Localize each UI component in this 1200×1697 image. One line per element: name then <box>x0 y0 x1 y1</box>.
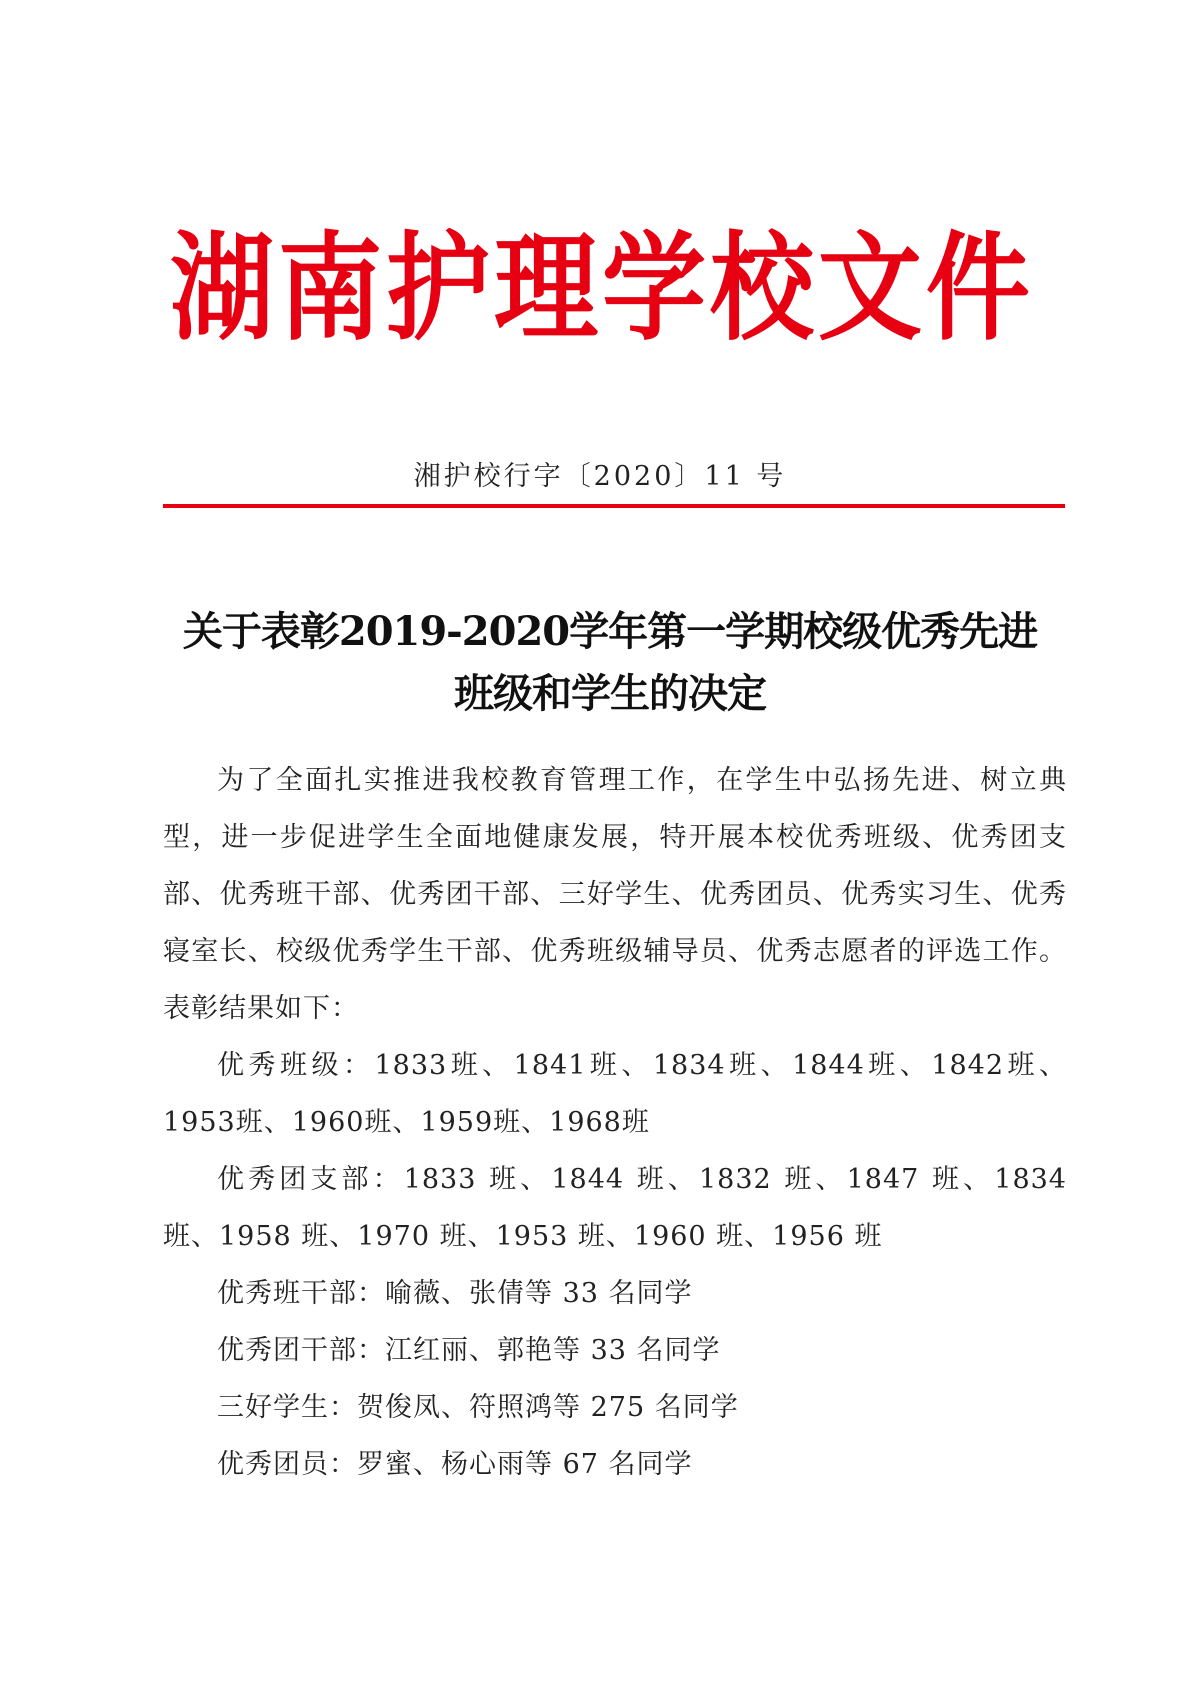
masthead-char: 件 <box>925 218 1030 357</box>
red-divider <box>163 504 1065 508</box>
award-merit-student: 三好学生：贺俊凤、符照鸿等 275 名同学 <box>217 1392 739 1423</box>
masthead-title <box>170 218 1030 357</box>
award-excellent-league-branch: 优秀团支部：1833 班、1844 班、1832 班、1847 班、1834 班、1958 班、1970 班、1953 班、1960 班、1956 班 <box>163 1164 1067 1252</box>
masthead-char: 护 <box>385 218 490 357</box>
masthead-char: 理 <box>493 218 598 357</box>
award-excellent-class-cadre: 优秀班干部：喻薇、张倩等 33 名同学 <box>217 1278 693 1309</box>
document-number: 湘护校行字〔2020〕11 号 <box>413 461 787 492</box>
masthead-char: 学 <box>601 218 706 357</box>
award-excellent-class: 优秀班级：1833班、1841班、1834班、1844班、1842班、1953班、1960班、1959班、1968班 <box>163 1050 1067 1138</box>
intro-paragraph: 为了全面扎实推进我校教育管理工作，在学生中弘扬先进、树立典型，进一步促进学生全面地健康发展，特开展本校优秀班级、优秀团支部、优秀班干部、优秀团干部、三好学生、优秀团员、优秀实习生、优秀寝室长、校级优秀学生干部、优秀班级辅导员、优秀志愿者的评选工作。表彰结果如下： <box>163 765 1067 1024</box>
award-excellent-league-member: 优秀团员：罗蜜、杨心雨等 67 名同学 <box>217 1449 693 1480</box>
title-line-1: 关于表彰2019-2020学年第一学期校级优秀先进 <box>182 607 1038 655</box>
document-body <box>163 752 1067 1493</box>
document-title <box>150 601 1070 725</box>
masthead-char: 湖 <box>170 218 275 357</box>
masthead-char: 南 <box>277 218 382 357</box>
award-excellent-league-cadre: 优秀团干部：江红丽、郭艳等 33 名同学 <box>217 1335 721 1366</box>
masthead-char: 校 <box>709 218 814 357</box>
masthead-char: 文 <box>817 218 922 357</box>
title-line-2: 班级和学生的决定 <box>454 669 766 717</box>
